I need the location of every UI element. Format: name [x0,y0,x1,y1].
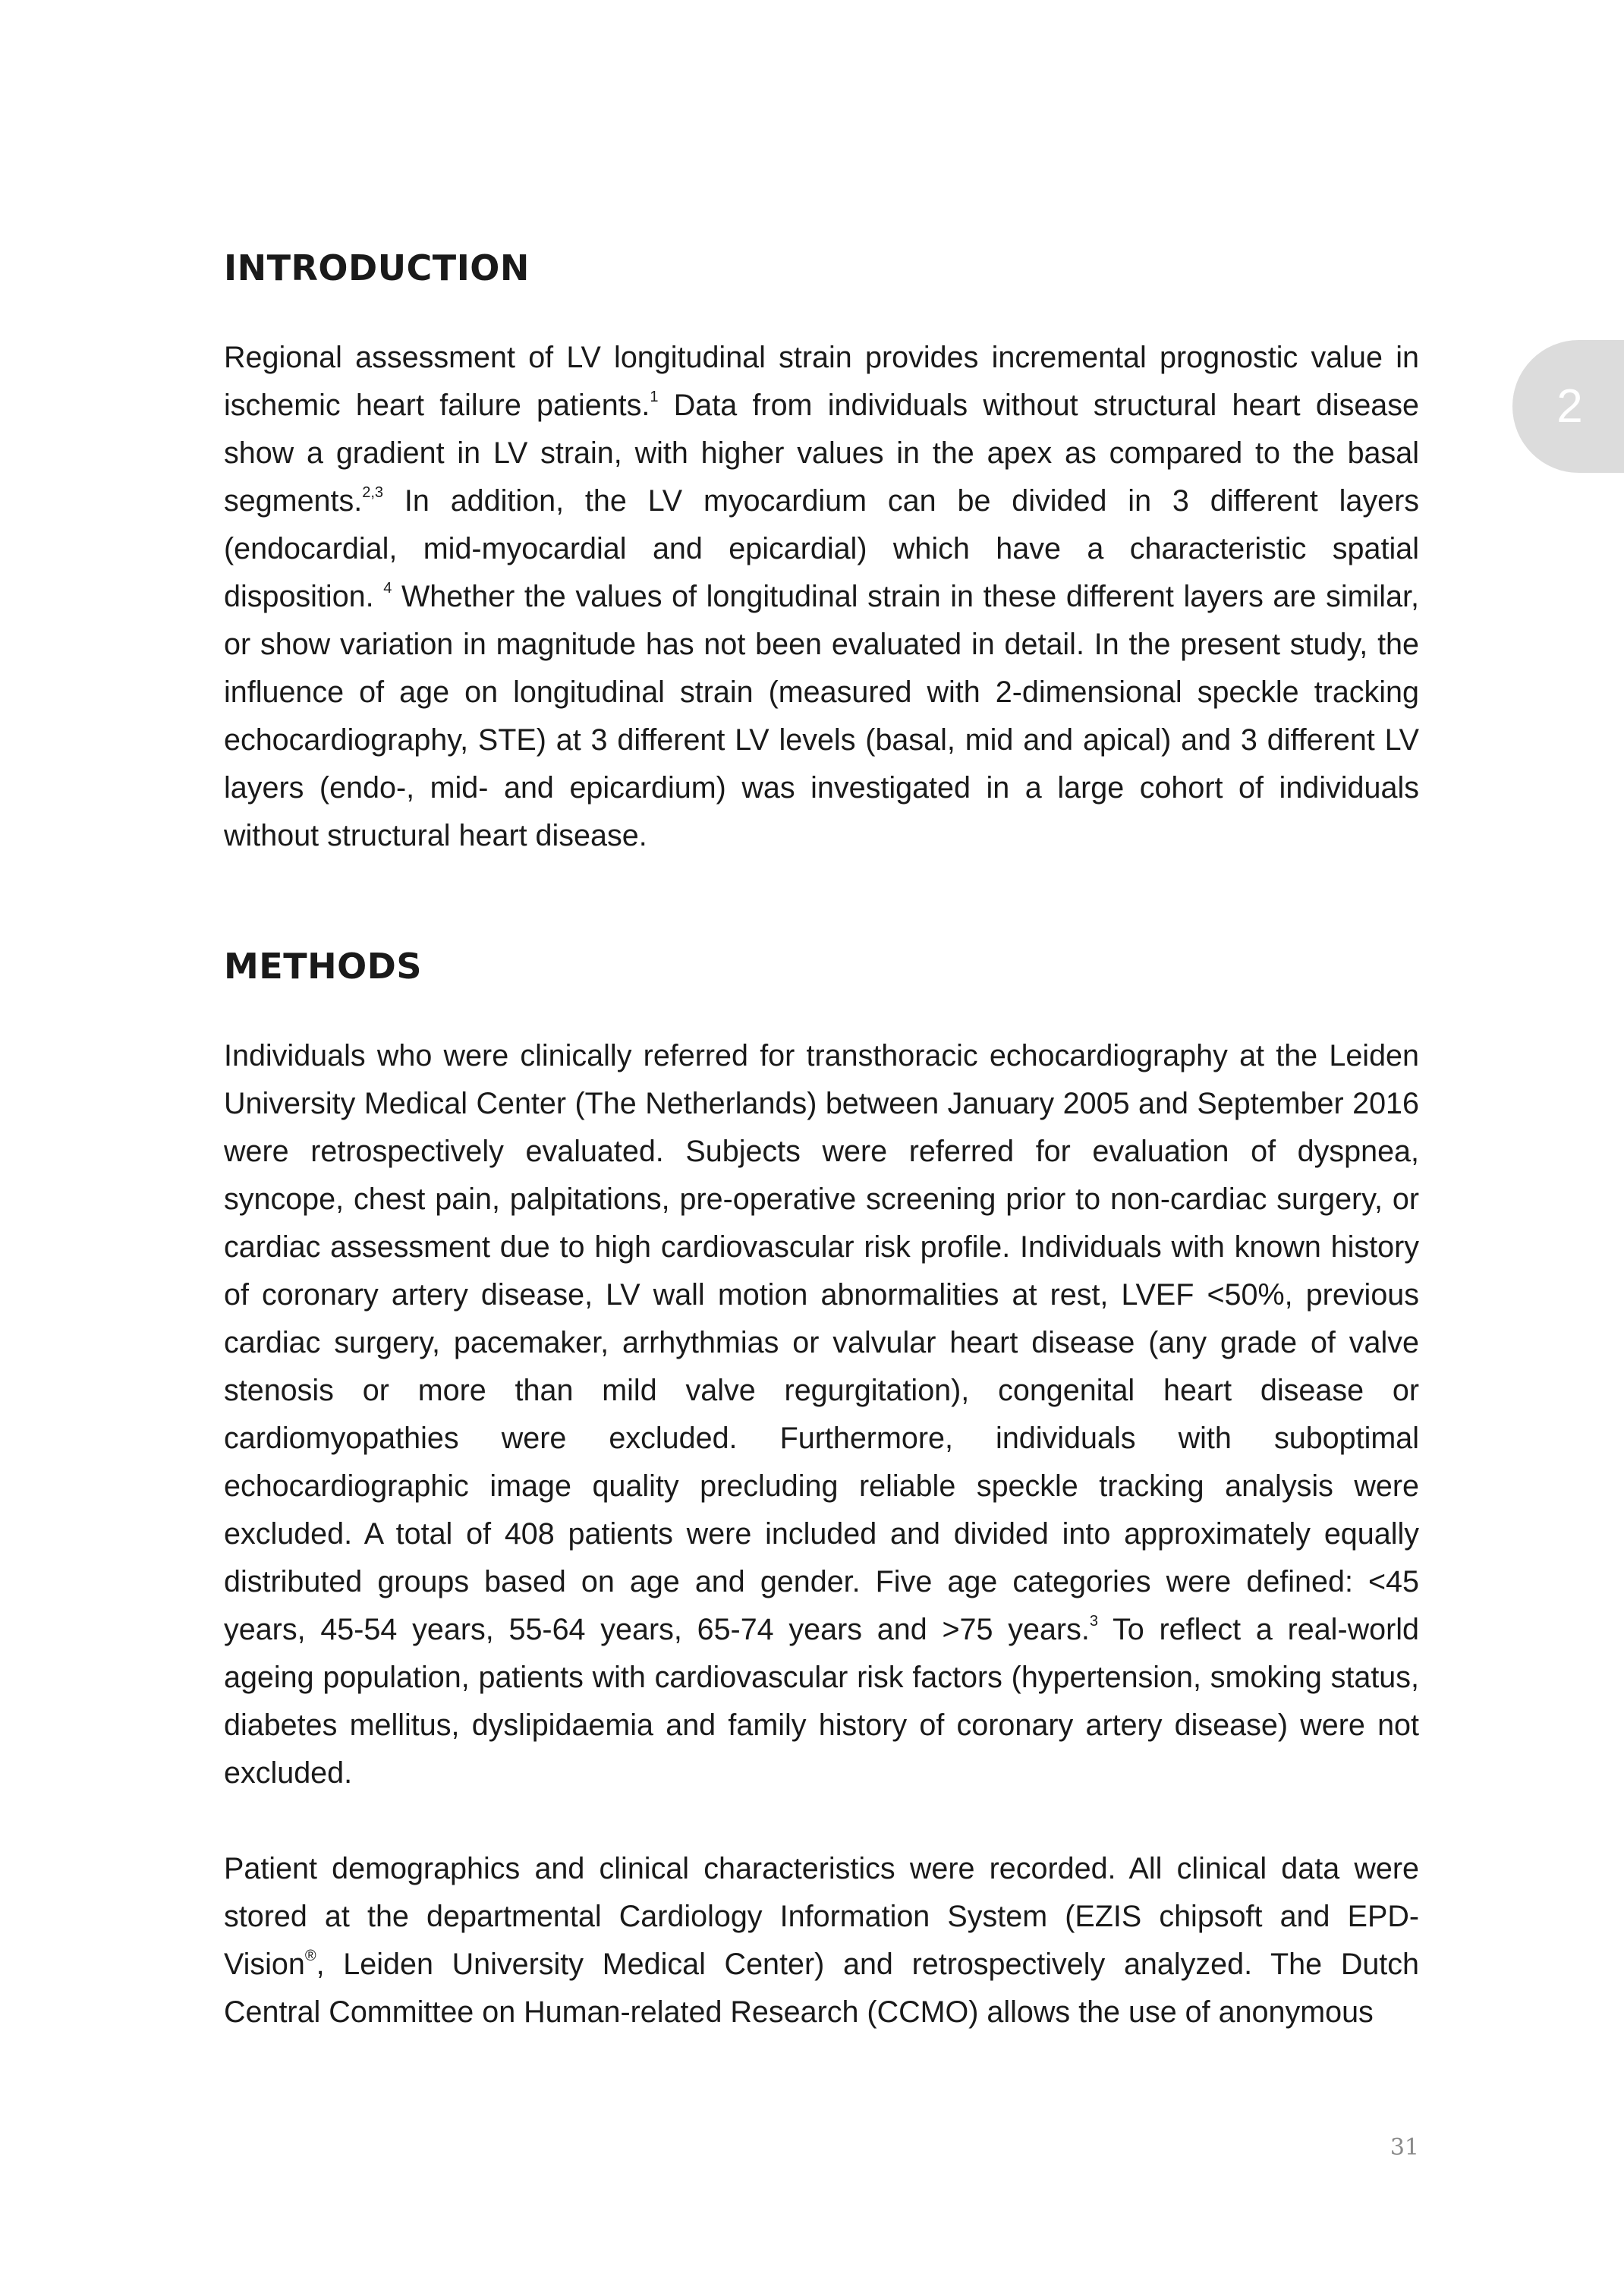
chapter-number: 2 [1556,380,1583,433]
intro-text-2: Data from individuals without structural heart disease show a gradient in LV strain, with higher values in the apex as compared to the basal segments. [224,389,1419,518]
methods-p2-text-2: , Leiden University Medical Center) and retrospectively analyzed. The Dutch Central Committee on Human-related Research (CCMO) allows the use of anonymous [224,1948,1419,2029]
page-number: 31 [1390,2134,1419,2161]
methods-heading: METHODS [224,946,422,987]
methods-p1-ref-1: 3 [1089,1612,1098,1630]
methods-paragraph-1 [224,1032,1419,1797]
intro-text-3: In addition, the LV myocardium can be divided in 3 different layers (endocardial, mid-myocardial and epicardial) which have a characteristic spatial disposition. [224,484,1419,613]
methods-p1-text-1: Individuals who were clinically referred for transthoracic echocardiography at the Leiden University Medical Center (The Netherlands) between January 2005 and September 2016 were retrospectively evaluated. Subjects were referred for evaluation of dyspnea, syncope, chest pain, palpitations, pre-operative screening prior to non-cardiac surgery, or cardiac assessment due to high cardiovascular risk profile. Individuals with known history of coronary artery disease, LV wall motion abnormalities at rest, LVEF <50%, previous cardiac surgery, pacemaker, arrhythmias or valvular heart disease (any grade of valve stenosis or more than mild valve regurgitation), congenital heart disease or cardiomyopathies were excluded. Furthermore, individuals with suboptimal echocardiographic image quality precluding reliable speckle tracking analysis were excluded. A total of 408 patients were included and divided into approximately equally distributed groups based on age and gender. Five age categories were defined: <45 years, 45-54 years, 55-64 years, 65-74 years and >75 years. [224,1039,1419,1646]
intro-text-4: Whether the values of longitudinal strain in these different layers are similar, or show variation in magnitude has not been evaluated in detail. In the present study, the influence of age on longitudinal strain (measured with 2-dimensional speckle tracking echocardiography, STE) at 3 different LV levels (basal, mid and apical) and 3 different LV layers (endo-, mid- and epicardium) was investigated in a large cohort of individuals without structural heart disease. [224,580,1420,852]
intro-text-1: Regional assessment of LV longitudinal strain provides incremental prognostic value in ischemic heart failure patients. [224,341,1419,422]
registered-mark: ® [304,1947,316,1964]
page-content [224,241,1419,2036]
introduction-paragraph [224,334,1419,860]
introduction-heading: INTRODUCTION [224,247,530,288]
methods-p2-text-1: Patient demographics and clinical characteristics were recorded. All clinical data were stored at the departmental Cardiology Information System (EZIS chipsoft and EPD-Vision [224,1852,1419,1981]
intro-ref-1: 1 [650,388,659,405]
chapter-tab [1512,340,1624,473]
intro-ref-3: 4 [383,579,392,597]
intro-ref-2: 2,3 [362,483,384,501]
methods-p1-text-2: To reflect a real-world ageing population, patients with cardiovascular risk factors (hypertension, smoking status, diabetes mellitus, dyslipidaemia and family history of coronary artery disease) were not excluded. [224,1613,1419,1790]
methods-paragraph-2 [224,1845,1419,2036]
